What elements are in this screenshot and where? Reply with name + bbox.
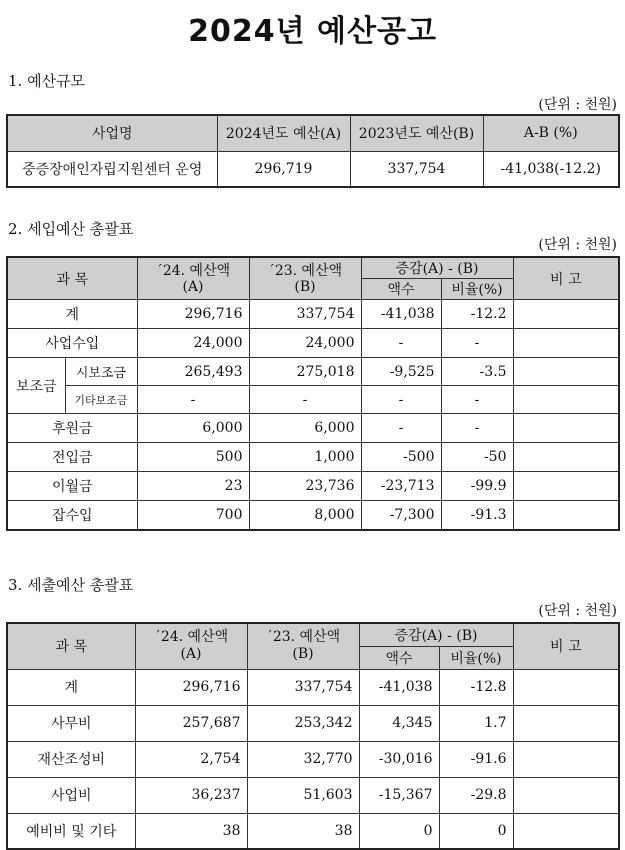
revenue-table [6,256,620,531]
table-row: 계 296,716 337,754 -41,038 -12.8 [7,669,619,705]
exp-header-diff: 증감(A) - (B) [359,623,513,646]
exp-header-item: 과 목 [7,623,135,669]
budget-scale-table [6,114,620,188]
table-row: 잡수입 700 8,000 -7,300 -91.3 [7,501,619,530]
header-diff: A-B (%) [483,115,619,151]
rev-header-2023: ´23. 예산액 (B) [249,257,361,300]
section-1-heading: 1. 예산규모 [8,72,86,90]
table-row: 기타보조금 - - - - [7,386,619,414]
section-3-unit: (단위 : 천원) [538,603,617,619]
rev-header-diff: 증감(A) - (B) [361,257,513,279]
cell-business: 중증장애인자립지원센터 운영 [7,151,217,187]
exp-header-note: 비 고 [513,623,619,669]
table-row: 전입금 500 1,000 -500 -50 [7,443,619,472]
section-2-heading: 2. 세입예산 총괄표 [8,220,134,238]
exp-header-2023: ´23. 예산액 (B) [247,623,359,669]
rev-header-note: 비 고 [513,257,619,300]
expenditure-table [6,622,620,850]
header-business: 사업명 [7,115,217,151]
group-label-subsidy: 보조금 [7,358,65,414]
cell-2023: 337,754 [350,151,483,187]
section-1-unit: (단위 : 천원) [538,97,617,113]
table-row: 보조금 시보조금 265,493 275,018 -9,525 -3.5 [7,358,619,386]
table-row: 예비비 및 기타 38 38 0 0 [7,813,619,849]
table-row: 후원금 6,000 6,000 - - [7,414,619,443]
table-row: 사업수입 24,000 24,000 - - [7,329,619,358]
table-row: 이월금 23 23,736 -23,713 -99.9 [7,472,619,501]
table-row: 사업비 36,237 51,603 -15,367 -29.8 [7,777,619,813]
section-3-heading: 3. 세출예산 총괄표 [8,576,134,594]
header-2024: 2024년도 예산(A) [217,115,350,151]
page-title: 2024년 예산공고 [188,14,437,49]
exp-header-rate: 비율(%) [439,646,513,669]
table-row: 사무비 257,687 253,342 4,345 1.7 [7,705,619,741]
exp-header-2024: ´24. 예산액 (A) [135,623,247,669]
section-2-unit: (단위 : 천원) [538,237,617,253]
cell-diff: -41,038(-12.2) [483,151,619,187]
cell-2024: 296,719 [217,151,350,187]
rev-header-item: 과 목 [7,257,137,300]
exp-header-amount: 액수 [359,646,439,669]
rev-header-2024: ´24. 예산액 (A) [137,257,249,300]
rev-header-rate: 비율(%) [441,279,513,300]
header-2023: 2023년도 예산(B) [350,115,483,151]
table-row: 계 296,716 337,754 -41,038 -12.2 [7,300,619,329]
rev-header-amount: 액수 [361,279,441,300]
table-row: 재산조성비 2,754 32,770 -30,016 -91.6 [7,741,619,777]
